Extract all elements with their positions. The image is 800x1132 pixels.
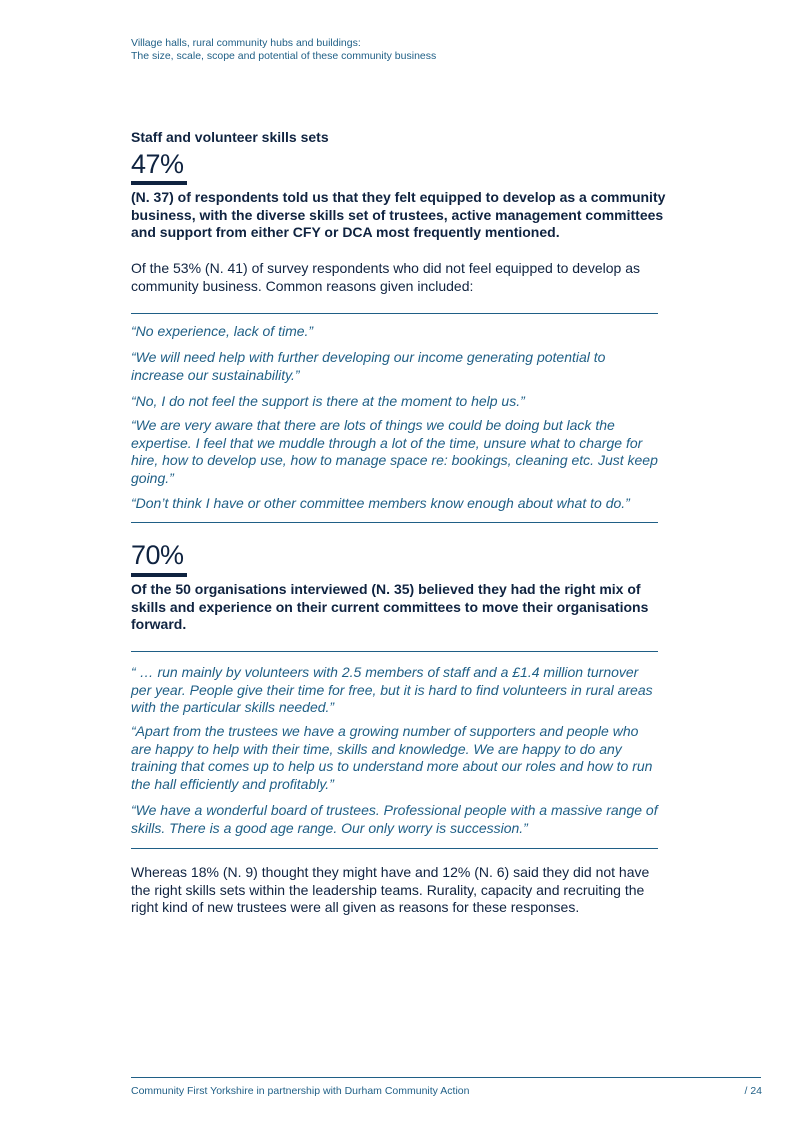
quote-3: “No, I do not feel the support is there at the moment to help us.” <box>131 393 525 409</box>
divider <box>131 313 658 314</box>
quote-6: “ … run mainly by volunteers with 2.5 members of staff and a £1.4 million turnover per year. People give their time for free, but it is hard to find volunteers in rural areas with the particular skills needed.” <box>131 664 653 715</box>
quote-1: “No experience, lack of time.” <box>131 323 314 339</box>
stat-1-body: Of the 53% (N. 41) of survey respondents who did not feel equipped to develop as community business. Common reasons given included: <box>131 260 640 294</box>
stat-70-percent: 70% <box>131 540 184 570</box>
stat-2-lead: Of the 50 organisations interviewed (N. 35) believed they had the right mix of skills and experience on their current committees to move their organisations forward. <box>131 581 649 632</box>
quote-5: “Don’t think I have or other committee members know enough about what to do.” <box>131 495 630 511</box>
stat-underline <box>131 181 187 185</box>
quote-4: “We are very aware that there are lots of things we could be doing but lack the expertise. I feel that we muddle through a lot of the time, unsure what to charge for hire, how to develop use, how to manage space re: bookings, cleaning etc. Just keep going.” <box>131 417 658 486</box>
footer-credit: Community First Yorkshire in partnership with Durham Community Action <box>131 1085 470 1097</box>
header-line-1: Village halls, rural community hubs and buildings: <box>131 37 361 49</box>
page-number: / 24 <box>744 1085 762 1097</box>
divider <box>131 651 658 652</box>
quote-2: “We will need help with further developing our income generating potential to increase our sustainability.” <box>131 349 606 383</box>
quote-7: “Apart from the trustees we have a growing number of supporters and people who are happy to help with their time, skills and knowledge. We are happy to do any training that comes up to help us to understand more about our roles and how to run the hall efficiently and profitably.” <box>131 723 653 792</box>
stat-1-lead: (N. 37) of respondents told us that they felt equipped to develop as a community business, with the diverse skills set of trustees, active management committees and support from either CFY or DCA most frequently mentioned. <box>131 189 666 240</box>
quote-8: “We have a wonderful board of trustees. Professional people with a massive range of skills. There is a good age range. Our only worry is succession.” <box>131 802 658 836</box>
divider <box>131 522 658 523</box>
divider <box>131 848 658 849</box>
section-title: Staff and volunteer skills sets <box>131 129 329 145</box>
stat-underline <box>131 573 187 577</box>
header-line-2: The size, scale, scope and potential of these community business <box>131 50 437 62</box>
stat-2-body: Whereas 18% (N. 9) thought they might have and 12% (N. 6) said they did not have the right skills sets within the leadership teams. Rurality, capacity and recruiting the right kind of new trustees were all given as reasons for these responses. <box>131 864 650 915</box>
stat-47-percent: 47% <box>131 149 184 179</box>
footer-divider <box>131 1077 761 1078</box>
running-header <box>131 37 436 63</box>
